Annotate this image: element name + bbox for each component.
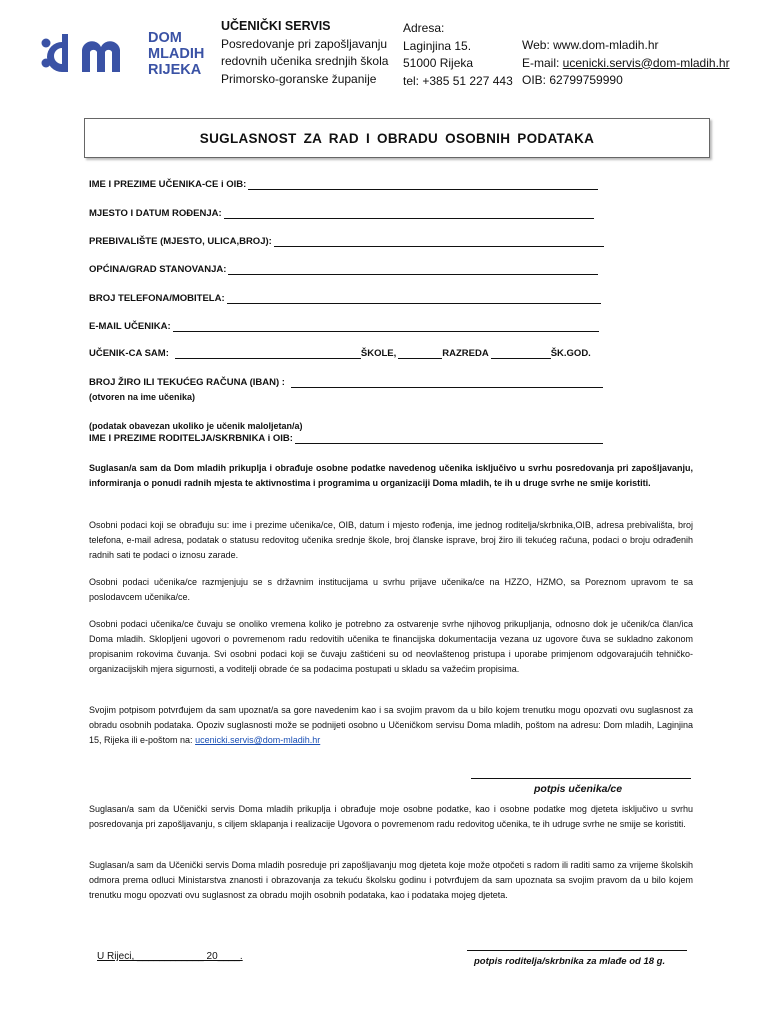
fill-line[interactable] bbox=[175, 349, 361, 359]
consent-paragraph-3: Osobni podaci učenika/ce razmjenjuju se s državnim institucijama u svrhu prijave učenika/ce na HZZO, HZMO, sa Poreznom upravom te sa poslodavcem učenika/ce. bbox=[89, 577, 693, 602]
fill-line[interactable] bbox=[227, 294, 601, 304]
student-signature-line[interactable] bbox=[471, 778, 691, 779]
address-street: Laginjina 15. bbox=[403, 38, 472, 53]
field-label: IME I PREZIME UČENIKA-CE i OIB: bbox=[89, 179, 247, 190]
field-label: OPĆINA/GRAD STANOVANJA: bbox=[89, 264, 227, 275]
address-city: 51000 Rijeka bbox=[403, 56, 474, 70]
fill-line[interactable] bbox=[491, 349, 551, 359]
field-label: UČENIK-CA SAM: bbox=[89, 348, 169, 359]
address-info bbox=[403, 20, 513, 90]
field-phone bbox=[89, 293, 601, 304]
field-school bbox=[89, 348, 591, 359]
org-line-2: redovnih učenika srednjih škola bbox=[221, 54, 389, 68]
field-label: PREBIVALIŠTE (MJESTO, ULICA,BROJ): bbox=[89, 236, 272, 247]
fill-line[interactable] bbox=[248, 180, 598, 190]
logo-line-2: MLADIH bbox=[148, 46, 205, 62]
class-label: RAZREDA bbox=[442, 348, 489, 359]
contact-email-link[interactable]: ucenicki.servis@dom-mladih.hr bbox=[562, 55, 730, 70]
address-phone: tel: +385 51 227 443 bbox=[403, 73, 513, 88]
field-iban bbox=[89, 377, 603, 388]
field-student-name bbox=[89, 179, 598, 190]
parent-signature-line[interactable] bbox=[467, 950, 687, 951]
fill-line[interactable] bbox=[228, 265, 598, 275]
iban-note: (otvoren na ime učenika) bbox=[89, 392, 196, 402]
logo-wordmark bbox=[148, 30, 204, 78]
parent-consent-paragraph-1: Suglasan/a sam da Učenički servis Doma mladih prikuplja i obrađuje moje osobne podatke, kao i osobne podatke mog djeteta isključivo u svrhu posredovanja pri zapošljavanju, s ciljem sklapanja i realizacije Ugovora o povremenom radu redovitog učenika, te ih udruge svrhe ne smije se koristiti. bbox=[89, 804, 693, 829]
field-email bbox=[89, 321, 599, 332]
org-title: UČENIČKI SERVIS bbox=[221, 19, 331, 33]
school-year-label: ŠK.GOD. bbox=[550, 348, 591, 359]
fill-line[interactable] bbox=[274, 237, 604, 247]
field-municipality bbox=[89, 264, 598, 275]
student-signature-label: potpis učenika/ce bbox=[534, 783, 623, 795]
field-label: E-MAIL UČENIKA: bbox=[89, 321, 171, 332]
logo-line-1: DOM bbox=[148, 30, 182, 46]
contact-oib: OIB: 62799759990 bbox=[522, 73, 623, 87]
fill-line[interactable] bbox=[291, 378, 603, 388]
consent-paragraph-4: Osobni podaci učenika/ce čuvaju se onoliko vremena koliko je potrebno za ostvarenje svrhe njihovog prikupljanja, odnosno dok je učenik/ca član/ica Doma mladih. Sklopljeni ugovori o povremenom radu redovitih učenika te financijska dokumentacija vezana uz ugovore čuva se sukladno zakonom propisanim rokovima čuvanja. Svi osobni podaci koji se čuvaju zaštićeni su od neovlaštenog pristupa i uporabe primjenom odgovarajućih tehničko-organizacijskih mjera sigurnosti, a voditelji obrade će sa podacima postupati u skladu sa važećim propisima. bbox=[89, 619, 693, 674]
fill-line[interactable] bbox=[295, 434, 603, 444]
field-label: BROJ ŽIRO ILI TEKUĆEG RAČUNA (IBAN) : bbox=[89, 377, 285, 388]
field-residence bbox=[89, 236, 604, 247]
document-title: SUGLASNOST ZA RAD I OBRADU OSOBNIH PODATAKA bbox=[199, 130, 595, 146]
school-label: ŠKOLE, bbox=[360, 348, 397, 359]
dom-mladih-logo-icon bbox=[38, 30, 138, 76]
address-label: Adresa: bbox=[403, 21, 445, 35]
fill-line[interactable] bbox=[173, 322, 599, 332]
contact-email-label: E-mail: bbox=[522, 55, 563, 70]
field-label: IME I PREZIME RODITELJA/SKRBNIKA i OIB: bbox=[89, 433, 293, 444]
field-label: BROJ TELEFONA/MOBITELA: bbox=[89, 293, 225, 304]
org-info bbox=[221, 18, 388, 88]
field-parent bbox=[89, 433, 603, 444]
email-link[interactable]: ucenicki.servis@dom-mladih.hr bbox=[195, 735, 321, 745]
contact-web[interactable]: Web: www.dom-mladih.hr bbox=[522, 38, 659, 52]
consent-paragraph-1: Suglasan/a sam da Dom mladih prikuplja i obrađuje osobne podatke navedenog učenika isključivo u svrhu posredovanja pri zapošljavanju, informiranja o ponudi radnih mjesta te aktivnostima i programima u organizaciji Doma mladih, te ih u druge svrhe ne smije koristiti. bbox=[89, 463, 693, 488]
fill-line[interactable] bbox=[224, 209, 594, 219]
parent-signature-label: potpis roditelja/skrbnika za mlađe od 18 g. bbox=[474, 956, 666, 967]
parent-note: (podatak obavezan ukoliko je učenik maloljetan/a) bbox=[89, 421, 303, 431]
parent-consent-paragraph-2: Suglasan/a sam da Učenički servis Doma mladih posreduje pri zapošljavanju mog djeteta koje može otpočeti s radom ili raditi samo za vrijeme školskih odmora prema odluci Ministarstva znanosti i obrazovanja za tekuću školsku godinu i potvrđujem da sam upoznata sa svojim pravom da u bilo kojem trenutku mogu opozvati ovu suglasnost za obradu mojih osobnih podataka, kao i podataka mojeg djeteta. bbox=[89, 860, 693, 900]
org-line-1: Posredovanje pri zapošljavanju bbox=[221, 36, 388, 51]
field-birth bbox=[89, 208, 594, 219]
document-title-box bbox=[84, 118, 710, 158]
fill-line[interactable] bbox=[398, 349, 442, 359]
contact-info bbox=[522, 37, 730, 90]
paragraph-text: Svojim potpisom potvrđujem da sam upoznat/a sa gore navedenim kao i sa svojim pravom da u bilo kojem trenutku mogu opozvati ovu suglasnost za obradu osobnih podataka. Opoziv suglasnosti može se podnijeti osobno u Učeničkom servisu Doma mladih, poštom na adresu: Dom mladih, Laginjina 15, Rijeka ili e-poštom na: bbox=[89, 705, 693, 745]
consent-paragraph-2: Osobni podaci koji se obrađuju su: ime i prezime učenika/ce, OIB, datum i mjesto rođenja, ime jednog roditelja/skrbnika,OIB, adresa prebivališta, broj telefona, e-mail adresa, podatak o statusu redovitog učenika srednje škole, broj članske isprave, broj žiro ili tekućeg računa, podaci o broju odrađenih radnih sati te podaci o iznosu zarade. bbox=[89, 520, 693, 560]
place-date-line[interactable]: U Rijeci, ____________ 20____. bbox=[97, 951, 243, 962]
consent-paragraph-5 bbox=[89, 703, 693, 748]
field-label: MJESTO I DATUM ROĐENJA: bbox=[89, 208, 222, 219]
logo-line-3: RIJEKA bbox=[148, 62, 202, 78]
org-line-3: Primorsko-goranske županije bbox=[221, 71, 377, 86]
